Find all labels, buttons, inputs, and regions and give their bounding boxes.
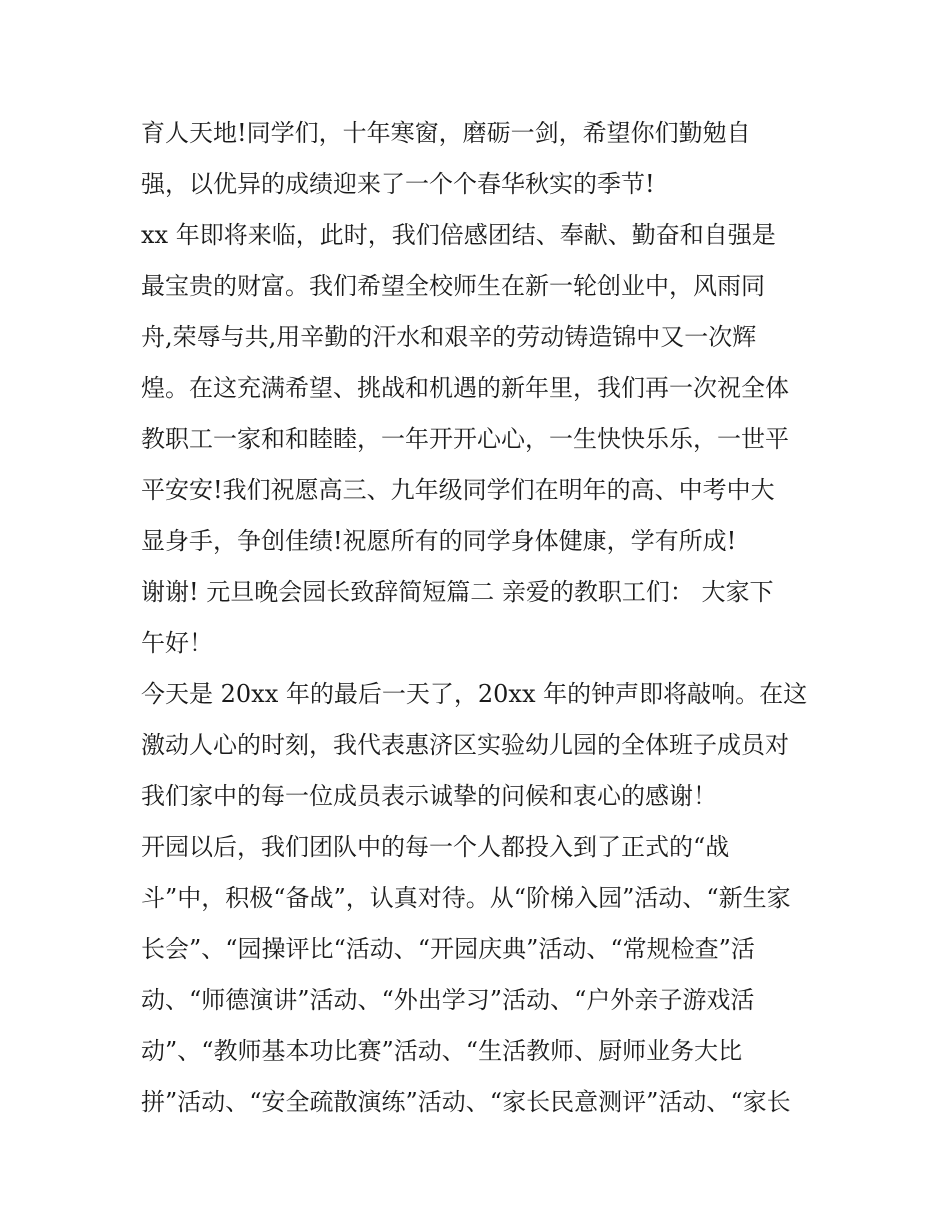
text-line: 舟,荣辱与共,用辛勤的汗水和艰辛的劳动铸造锦中又一次辉 (141, 323, 757, 351)
text-line: 长会”、“园操评比“活动、“开园庆典”活动、“常规检查”活 (141, 935, 755, 963)
text-line: 煌。在这充满希望、挑战和机遇的新年里，我们再一次祝全体 (141, 374, 789, 402)
text-line: 动”、“教师基本功比赛”活动、“生活教师、厨师业务大比 (141, 1037, 743, 1065)
text-line: 教职工一家和和睦睦，一年开开心心，一生快快乐乐，一世平 (141, 425, 789, 453)
text-line: 今天是 20xx 年的最后一天了，20xx 年的钟声即将敲响。在这 (141, 680, 808, 708)
text-line: 平安安!我们祝愿高三、九年级同学们在明年的高、中考中大 (141, 476, 775, 504)
text-line: 动、“师德演讲”活动、“外出学习”活动、“户外亲子游戏活 (141, 986, 755, 1014)
text-line: 开园以后，我们团队中的每一个人都投入到了正式的“战 (141, 833, 730, 861)
text-line: 谢谢! 元旦晚会园长致辞简短篇二 亲爱的教职工们： 大家下 (141, 578, 774, 606)
text-line: 斗”中，积极“备战”，认真对待。从“阶梯入园”活动、“新生家 (141, 884, 791, 912)
text-line: 午好！ (141, 629, 213, 657)
text-line: 激动人心的时刻，我代表惠济区实验幼儿园的全体班子成员对 (141, 731, 789, 759)
text-line: xx 年即将来临，此时，我们倍感团结、奉献、勤奋和自强是 (141, 221, 776, 249)
text-line: 拼”活动、“安全疏散演练”活动、“家长民意测评”活动、“家长 (141, 1088, 791, 1116)
text-line: 强，以优异的成绩迎来了一个个春华秋实的季节! (141, 170, 655, 198)
text-line: 最宝贵的财富。我们希望全校师生在新一轮创业中，风雨同 (141, 272, 765, 300)
text-line: 育人天地!同学们，十年寒窗，磨砺一剑，希望你们勤勉自 (141, 119, 751, 147)
document-body (141, 108, 831, 1128)
text-line: 显身手，争创佳绩!祝愿所有的同学身体健康，学有所成! (141, 527, 737, 555)
text-line: 我们家中的每一位成员表示诚挚的问候和衷心的感谢！ (141, 782, 717, 810)
